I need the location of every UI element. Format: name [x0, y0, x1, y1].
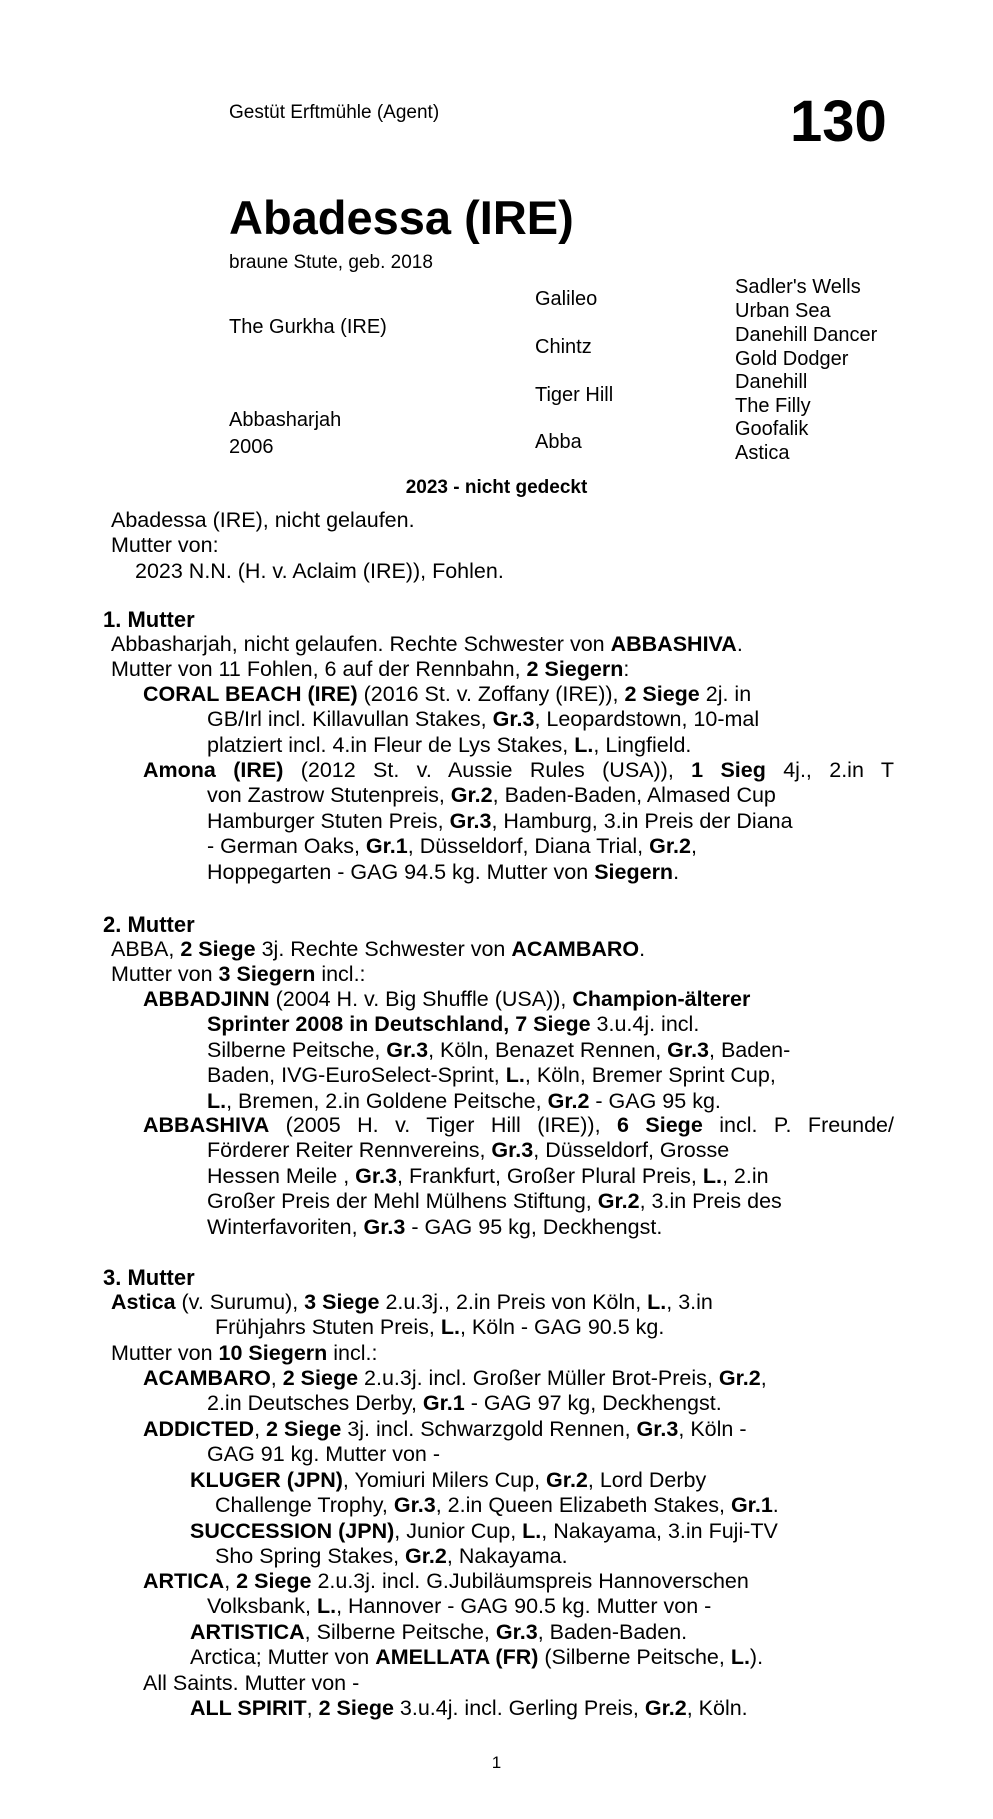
- entry-astica: Astica (v. Surumu), 3 Siege 2.u.3j., 2.in Preis von Köln, L., 3.in Frühjahrs Stuten Preis, L., Köln - GAG 90.5 kg. Mutter von 10 Siegern incl.:: [111, 1290, 713, 1365]
- foal-entry: 2023 N.N. (H. v. Aclaim (IRE)), Fohlen.: [135, 558, 504, 583]
- entry-amona: Amona (IRE) (2012 St. v. Aussie Rules (USA)), 1 Sieg 4j., 2.in T von Zastrow Stutenpreis, Gr.2, Baden-Baden, Almased Cup Hamburger Stuten Preis, Gr.3, Hamburg, 3.in Preis der Diana - German Oaks, Gr.1, Düsseldorf, Diana Trial, Gr.2, Hoppegarten - GAG 94.5 kg. Mutter von Siegern.: [143, 758, 894, 884]
- pedigree-dam-sire: Tiger Hill: [535, 384, 614, 406]
- page-number: 1: [491, 1753, 502, 1772]
- intro-line: Abadessa (IRE), nicht gelaufen.: [111, 508, 415, 532]
- pedigree-sire: The Gurkha (IRE): [229, 316, 387, 338]
- pedigree-dam-year: 2006: [229, 436, 274, 458]
- agent-name: Gestüt Erftmühle (Agent): [229, 102, 440, 123]
- pedigree-g3-6: The Filly: [735, 395, 811, 417]
- entry-addicted: ADDICTED, 2 Siege 3j. incl. Schwarzgold Rennen, Gr.3, Köln - GAG 91 kg. Mutter von -: [143, 1417, 747, 1467]
- entry-acambaro: ACAMBARO, 2 Siege 2.u.3j. incl. Großer Müller Brot-Preis, Gr.2, 2.in Deutsches Derby, Gr.1 - GAG 97 kg, Deckhengst.: [143, 1366, 767, 1416]
- pedigree-dam: Abbasharjah: [229, 409, 342, 431]
- covering-status: 2023 - nicht gedeckt: [405, 477, 588, 498]
- section-title-2: 2. Mutter: [103, 912, 195, 937]
- entry-abbadjinn: ABBADJINN (2004 H. v. Big Shuffle (USA)), Champion-älterer Sprinter 2008 in Deutschland, 7 Siege 3.u.4j. incl. Silberne Peitsche, Gr.3, Köln, Benazet Rennen, Gr.3, Baden- Baden, IVG-EuroSelect-Sprint, L., Köln, Bremer Sprint Cup, L., Bremen, 2.in Goldene Peitsche, Gr.2 - GAG 95 kg.: [143, 987, 791, 1113]
- lot-number: 130: [790, 89, 887, 154]
- section-title-3: 3. Mutter: [103, 1265, 195, 1290]
- entry-abbashiva: ABBASHIVA (2005 H. v. Tiger Hill (IRE)), 6 Siege incl. P. Freunde/ Förderer Reiter Rennvereins, Gr.3, Düsseldorf, Grosse Hessen Meile , Gr.3, Frankfurt, Großer Plural Preis, L., 2.in Großer Preis der Mehl Mülhens Stiftung, Gr.2, 3.in Preis des Winterfavoriten, Gr.3 - GAG 95 kg, Deckhengst.: [143, 1113, 894, 1239]
- entry-artica: ARTICA, 2 Siege 2.u.3j. incl. G.Jubiläumspreis Hannoverschen Volksbank, L., Hannover - GAG 90.5 kg. Mutter von -: [143, 1569, 749, 1619]
- entry-artistica: ARTISTICA, Silberne Peitsche, Gr.3, Baden-Baden. Arctica; Mutter von AMELLATA (FR) (Silberne Peitsche, L.).: [190, 1620, 764, 1670]
- pedigree-g3-2: Urban Sea: [735, 300, 831, 322]
- horse-name: Abadessa (IRE): [229, 191, 574, 244]
- section-1-dam-info: Abbasharjah, nicht gelaufen. Rechte Schwester von ABBASHIVA. Mutter von 11 Fohlen, 6 auf der Rennbahn, 2 Siegern:: [111, 632, 743, 682]
- pedigree-sire-sire: Galileo: [535, 288, 598, 310]
- entry-all-spirit: ALL SPIRIT, 2 Siege 3.u.4j. incl. Gerling Preis, Gr.2, Köln.: [190, 1696, 748, 1720]
- pedigree-dam-dam: Abba: [535, 431, 582, 453]
- section-2-dam-info: ABBA, 2 Siege 3j. Rechte Schwester von ACAMBARO. Mutter von 3 Siegern incl.:: [111, 937, 646, 987]
- pedigree-g3-4: Gold Dodger: [735, 348, 849, 370]
- horse-description: braune Stute, geb. 2018: [229, 252, 433, 273]
- pedigree-g3-3: Danehill Dancer: [735, 324, 878, 346]
- entry-succession: SUCCESSION (JPN), Junior Cup, L., Nakayama, 3.in Fuji-TV Sho Spring Stakes, Gr.2, Nakayama.: [190, 1519, 778, 1569]
- entry-all-saints: All Saints. Mutter von -: [143, 1671, 360, 1695]
- section-title-1: 1. Mutter: [103, 607, 195, 632]
- intro-block: [111, 508, 504, 584]
- pedigree-g3-5: Danehill: [735, 371, 808, 393]
- entry-coral-beach: CORAL BEACH (IRE) (2016 St. v. Zoffany (IRE)), 2 Siege 2j. in GB/Irl incl. Killavullan Stakes, Gr.3, Leopardstown, 10-mal platziert incl. 4.in Fleur de Lys Stakes, L., Lingfield.: [143, 682, 760, 757]
- pedigree-g3-1: Sadler's Wells: [735, 276, 861, 298]
- pedigree-g3-7: Goofalik: [735, 418, 809, 440]
- pedigree-g3-8: Astica: [735, 442, 790, 464]
- intro-line: Mutter von:: [111, 533, 219, 558]
- pedigree-sire-dam: Chintz: [535, 336, 592, 358]
- entry-kluger: KLUGER (JPN), Yomiuri Milers Cup, Gr.2, Lord Derby Challenge Trophy, Gr.3, 2.in Queen Elizabeth Stakes, Gr.1.: [190, 1468, 779, 1518]
